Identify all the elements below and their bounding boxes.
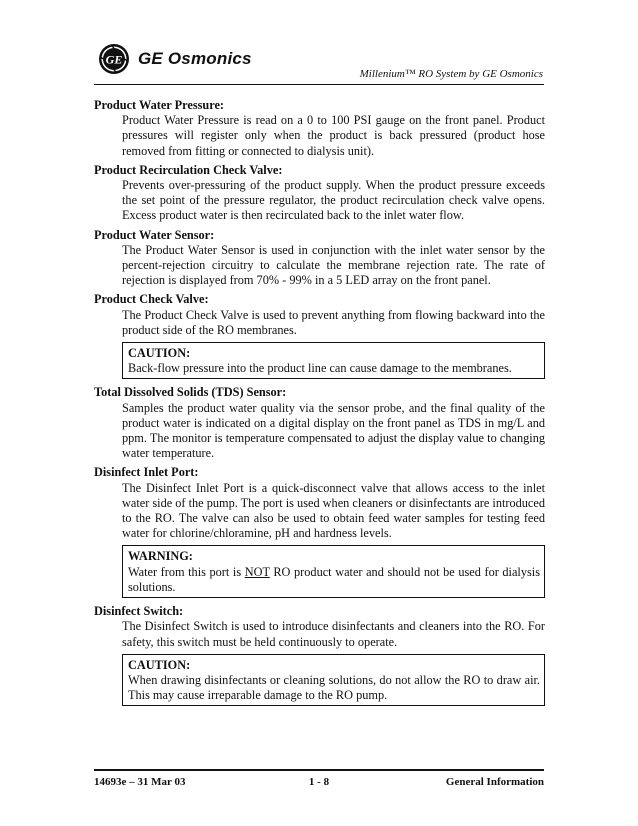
warning-title: WARNING: <box>128 549 193 564</box>
page-number: 1 - 8 <box>308 776 330 788</box>
section-product-water-sensor <box>94 228 545 289</box>
section-disinfect-switch <box>94 604 545 706</box>
caution-text: When drawing disinfectants or cleaning solutions, do not allow the RO to draw air. This may cause irreparable damage to the RO pump. <box>128 672 540 703</box>
header-divider <box>94 84 544 85</box>
section-body: Product Water Pressure is read on a 0 to 100 PSI gauge on the front panel. Product pressures will register only when the product is back pressured (product hose removed from fitting or connected to dialysis unit). <box>122 113 545 158</box>
caution-box <box>122 654 545 707</box>
brand-name: GE Osmonics <box>138 49 252 68</box>
section-body: Samples the product water quality via the sensor probe, and the final quality of the product water is indicated on a digital display on the front panel as TDS in mg/L and ppm. The monitor is temperature compensated to adjust the display value to changing water temperature. <box>122 400 545 461</box>
section-heading: Disinfect Switch: <box>94 604 184 619</box>
caution-text: Back-flow pressure into the product line can cause damage to the membranes. <box>128 361 512 376</box>
chapter-title: General Information <box>445 776 544 788</box>
section-product-check-valve <box>94 292 545 379</box>
footer-divider <box>94 769 544 771</box>
section-heading: Product Water Sensor: <box>94 227 215 242</box>
document-number: 14693e – 31 Mar 03 <box>94 776 186 788</box>
section-heading: Product Water Pressure: <box>94 98 225 112</box>
warning-box <box>122 545 545 598</box>
section-body: The Product Check Valve is used to prevent anything from flowing backward into the product side of the RO membranes. <box>122 307 545 337</box>
section-product-recirculation-check-valve <box>94 163 545 224</box>
logo-seal-text: GE <box>105 52 123 67</box>
caution-box <box>122 342 545 379</box>
section-heading: Product Recirculation Check Valve: <box>94 162 283 177</box>
document-title: Millenium™ RO System by GE Osmonics <box>359 68 543 80</box>
brand-logo <box>98 42 252 76</box>
caution-title: CAUTION: <box>128 346 191 361</box>
section-heading: Disinfect Inlet Port: <box>94 465 199 480</box>
section-body: The Disinfect Inlet Port is a quick-disconnect valve that allows access to the inlet water side of the pump. The port is used when cleaners or disinfectants are introduced to the RO. The valve can also be used to obtain feed water samples for testing feed water for chlorine/chloramine, pH and hardness levels. <box>122 480 545 541</box>
section-body: Prevents over-pressuring of the product supply. When the product pressure exceeds the set point of the pressure regulator, the product recirculation check valve opens. Excess product water is then recirculated back to the inlet water flow. <box>122 178 545 223</box>
warning-text-end: RO product water and should not be used for dialysis solutions. <box>128 564 540 594</box>
ge-monogram-icon <box>98 43 130 75</box>
warning-emphasis: NOT <box>244 564 270 579</box>
warning-text-start: Water from this port is <box>128 564 245 579</box>
section-body: The Disinfect Switch is used to introduce disinfectants and cleaners into the RO. For safety, this switch must be held continuously to operate. <box>122 619 545 649</box>
section-product-water-pressure <box>94 98 545 159</box>
section-heading: Total Dissolved Solids (TDS) Sensor: <box>94 385 287 400</box>
document-body <box>94 98 545 712</box>
section-disinfect-inlet-port <box>94 465 545 598</box>
section-heading: Product Check Valve: <box>94 292 209 307</box>
caution-title: CAUTION: <box>128 657 191 672</box>
warning-text <box>128 565 540 595</box>
section-tds-sensor <box>94 385 545 461</box>
section-body: The Product Water Sensor is used in conjunction with the inlet water sensor by the percent-rejection circuitry to calculate the membrane rejection rate. The rate of rejection is displayed from 70% - 99% in a 5 LED array on the front panel. <box>122 242 545 288</box>
